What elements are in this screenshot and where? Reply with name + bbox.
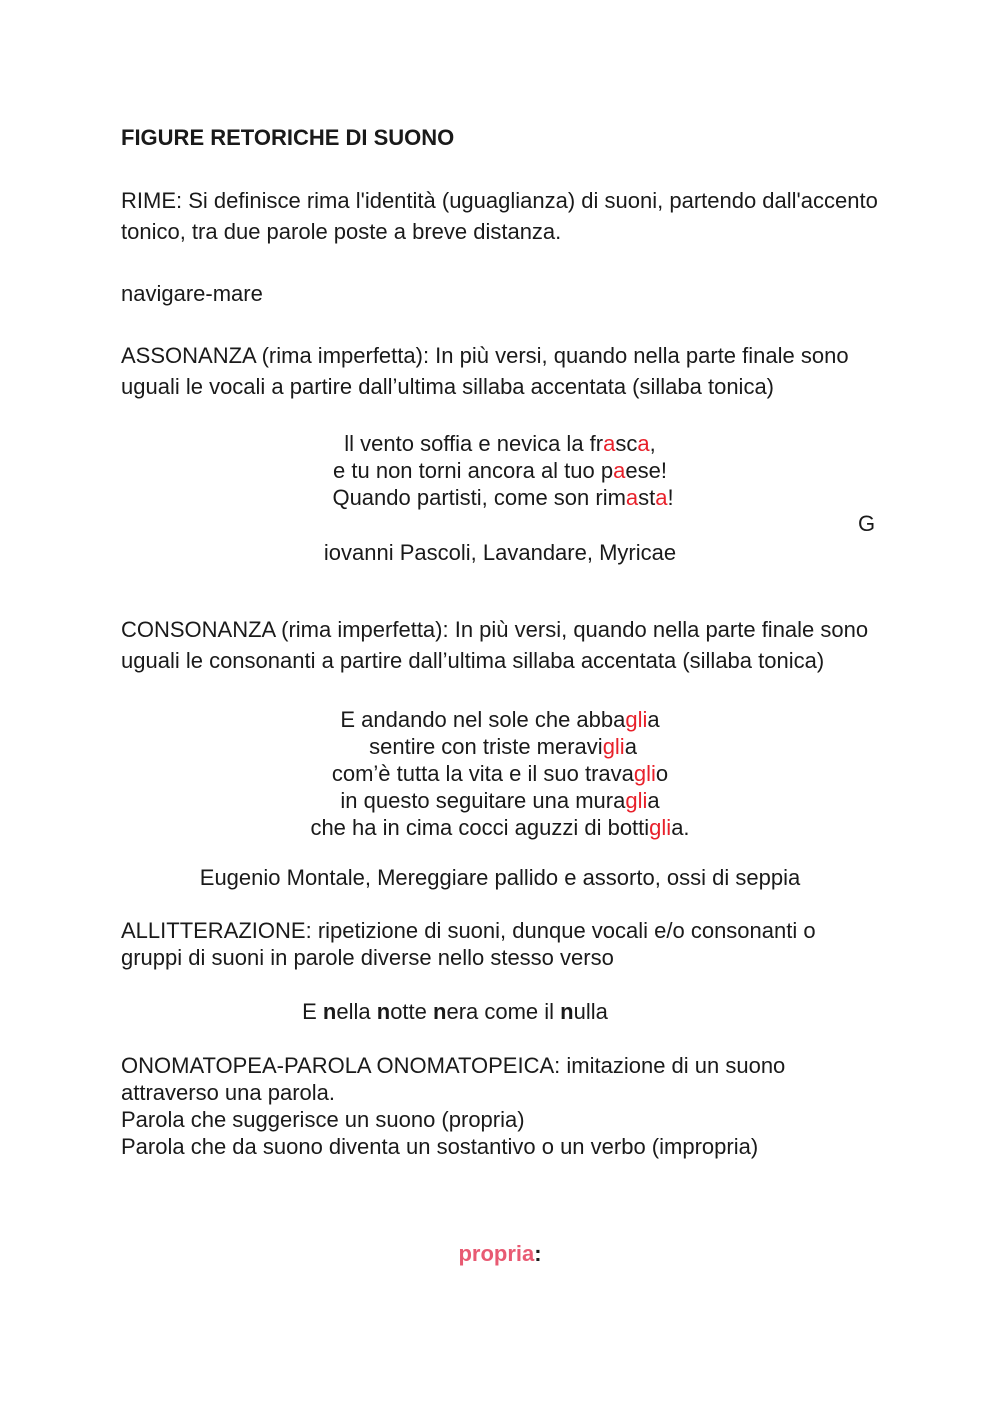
- alliteration-letter: n: [560, 999, 574, 1024]
- poem-line: che ha in cima cocci aguzzi di bottiglia.: [310, 815, 690, 840]
- highlight: a: [625, 485, 639, 510]
- onomatopea-propria: Parola che suggerisce un suono (propria): [121, 1107, 525, 1132]
- onomatopea-section: [121, 1052, 881, 1160]
- allitterazione-verse: E nella notte nera come il nulla: [302, 999, 608, 1024]
- rime-definition: RIME: Si definisce rima l'identità (uguaglianza) di suoni, partendo dall'accento tonico, tra due parole poste a breve distanza.: [121, 188, 878, 244]
- poem-line: com’è tutta la vita e il suo travaglio: [331, 761, 669, 786]
- alliteration-letter: n: [322, 999, 337, 1024]
- alliteration-letter: n: [376, 999, 391, 1024]
- highlight: gli: [625, 707, 648, 732]
- poem-line: E andando nel sole che abbaglia: [340, 707, 660, 732]
- consonanza-author: Eugenio Montale, Mereggiare pallido e assorto, ossi di seppia: [199, 865, 801, 890]
- highlight: gli: [633, 761, 656, 786]
- rime-example: navigare-mare: [121, 281, 263, 306]
- poem-line: Quando partisti, come son rimasta!: [332, 485, 674, 510]
- highlight: a: [655, 485, 668, 510]
- consonanza-definition: CONSONANZA (rima imperfetta): In più versi, quando nella parte finale sono uguali le consonanti a partire dall’ultima sillaba accentata (sillaba tonica): [121, 617, 869, 673]
- highlight: gli: [649, 815, 672, 840]
- consonanza-poem: [0, 706, 1000, 841]
- alliteration-letter: n: [433, 999, 447, 1024]
- propria-heading: propria:: [458, 1241, 542, 1266]
- poem-line: in questo seguitare una muraglia: [340, 788, 660, 813]
- highlight: gli: [625, 788, 648, 813]
- author-initial: G: [858, 511, 876, 536]
- poem-line: sentire con triste meraviglia: [369, 734, 637, 759]
- assonanza-definition: ASSONANZA (rima imperfetta): In più versi, quando nella parte finale sono uguali le vocali a partire dall’ultima sillaba accentata (sillaba tonica): [121, 343, 849, 399]
- highlight: a: [637, 431, 650, 456]
- propria-word: propria: [458, 1241, 535, 1266]
- allitterazione-definition: ALLITTERAZIONE: ripetizione di suoni, dunque vocali e/o consonanti o gruppi di suoni in parole diverse nello stesso verso: [121, 918, 816, 970]
- highlight: a: [613, 458, 626, 483]
- poem-line: e tu non torni ancora al tuo paese!: [333, 458, 667, 483]
- highlight: a: [603, 431, 616, 456]
- onomatopea-definition: ONOMATOPEA-PAROLA ONOMATOPEICA: imitazione di un suono attraverso una parola.: [121, 1053, 786, 1105]
- assonanza-author: iovanni Pascoli, Lavandare, Myricae: [323, 540, 677, 565]
- assonanza-poem: [0, 430, 1000, 511]
- onomatopea-impropria: Parola che da suono diventa un sostantivo o un verbo (impropria): [121, 1134, 759, 1159]
- page-title: FIGURE RETORICHE DI SUONO: [121, 125, 455, 150]
- highlight: gli: [602, 734, 625, 759]
- poem-line: ll vento soffia e nevica la frasca,: [344, 431, 656, 456]
